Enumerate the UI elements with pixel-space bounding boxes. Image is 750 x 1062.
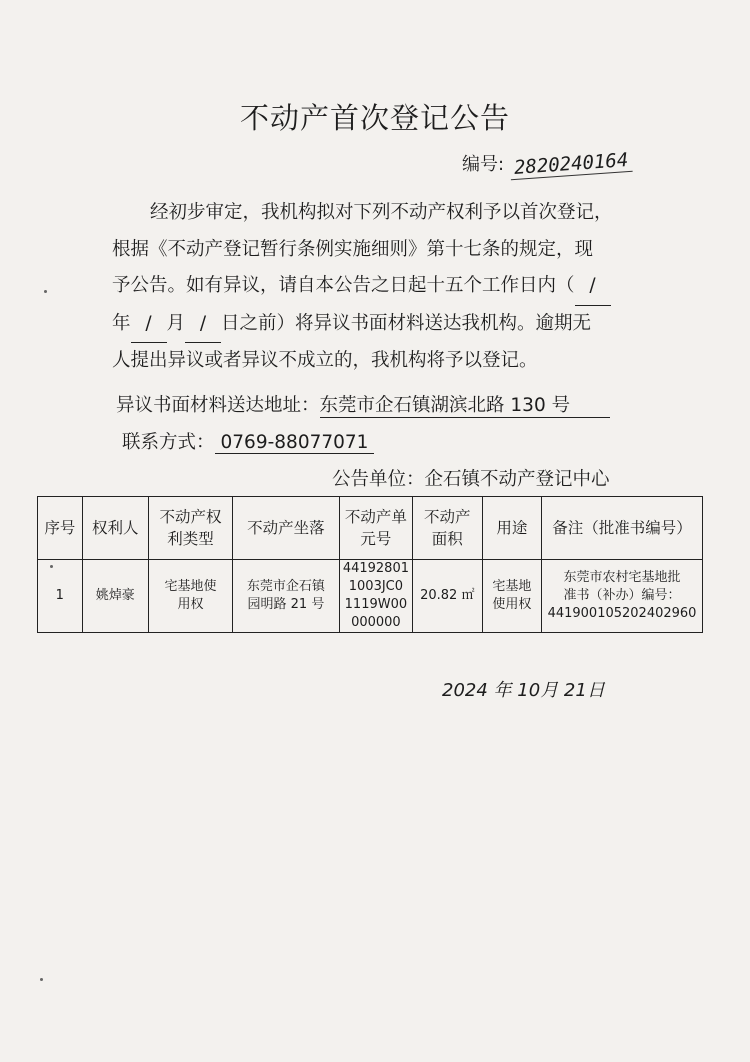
header-col-index [38, 497, 83, 560]
header-col-location [233, 497, 340, 560]
cell-usage [482, 560, 541, 633]
scan-speck [40, 978, 43, 981]
cell-location [233, 560, 340, 633]
header-text: 元号 [360, 530, 392, 548]
body-line-4-text: 日之前）将异议书面材料送达我机构。逾期无 [221, 312, 592, 334]
cell-text: 东莞市农村宅基地批 [563, 570, 681, 585]
cell-area [412, 560, 482, 633]
cell-holder [82, 560, 148, 633]
cell-text: 44192801 [342, 561, 409, 576]
date-month: 10 [517, 680, 541, 701]
cell-text: 使用权 [492, 597, 532, 612]
cell-text: 441900105202402960 [547, 606, 697, 621]
cell-text: 宅基地使 [164, 579, 217, 594]
header-col-area [412, 497, 482, 560]
notice-date [442, 676, 605, 702]
month-unit: 月 [166, 312, 186, 334]
header-col-holder [82, 497, 148, 560]
year-unit: 年 [112, 312, 131, 334]
issuer [332, 465, 610, 491]
notice-body [112, 195, 652, 380]
header-text: 不动产 [424, 508, 471, 526]
header-col-unit-no [339, 497, 412, 560]
date-year-unit: 年 [493, 680, 512, 701]
cell-text: 用权 [177, 597, 204, 612]
body-line-2: 根据《不动产登记暂行条例实施细则》第十七条的规定，现 [112, 238, 594, 260]
cell-text: 1 [55, 588, 64, 603]
body-line-5: 人提出异议或者异议不成立的，我机构将予以登记。 [112, 350, 538, 371]
cell-text: 000000 [351, 615, 401, 630]
date-month-unit: 月 [540, 680, 559, 701]
scan-speck [44, 290, 47, 293]
cell-text: 园明路 21 号 [247, 597, 325, 612]
blank-year [575, 268, 611, 306]
body-line-3-text: 予公告。如有异议，请自本公告之日起十五个工作日内（ [112, 275, 575, 296]
cell-remark [542, 560, 703, 633]
cell-text: 宅基地 [492, 579, 532, 594]
blank-month [131, 306, 167, 344]
table-header-row [38, 497, 703, 560]
cell-text: 1003JC0 [348, 579, 404, 594]
date-day-unit: 日 [586, 680, 605, 701]
scan-speck [50, 565, 53, 568]
body-line-3 [112, 268, 652, 306]
header-col-right-type [148, 497, 232, 560]
header-text: 面积 [431, 530, 463, 548]
table-body [38, 560, 703, 633]
header-text: 用途 [496, 519, 528, 537]
header-text: 不动产坐落 [247, 519, 325, 537]
header-col-usage [482, 497, 541, 560]
table-row [38, 560, 703, 633]
body-line-4 [112, 306, 652, 344]
cell-index [38, 560, 83, 633]
header-col-remark [542, 497, 703, 560]
notice-number-label: 编号: [462, 154, 505, 175]
cell-text: 1119W00 [344, 597, 408, 612]
issuer-label: 公告单位： [332, 469, 425, 490]
notice-number-value: 2820240164 [509, 149, 633, 180]
address-label: 异议书面材料送达地址： [116, 395, 320, 416]
header-text: 备注（批准书编号） [552, 519, 692, 537]
header-text: 权利人 [92, 519, 139, 537]
objection-address [116, 391, 610, 418]
page-title: 不动产首次登记公告 [239, 101, 510, 135]
address-value: 东莞市企石镇湖滨北路 130 号 [320, 391, 611, 418]
registration-table [37, 496, 703, 633]
date-day: 21 [563, 680, 587, 701]
body-line-1: 经初步审定，我机构拟对下列不动产权利予以首次登记， [150, 202, 613, 223]
cell-unit-no [339, 560, 412, 633]
cell-right-type [148, 560, 232, 633]
contact-label: 联系方式： [122, 432, 215, 453]
contact-phone: 0769-88077071 [215, 432, 375, 454]
cell-text: 东莞市企石镇 [246, 579, 325, 594]
header-text: 利类型 [167, 530, 214, 548]
blank-day [185, 306, 221, 344]
header-text: 不动产权 [159, 508, 222, 526]
header-text: 序号 [44, 519, 76, 537]
cell-text: 20.82 ㎡ [420, 588, 475, 603]
cell-text: 准书（补办）编号： [563, 588, 681, 603]
contact-info [122, 428, 374, 454]
header-text: 不动产单 [344, 508, 407, 526]
issuer-value: 企石镇不动产登记中心 [424, 469, 610, 490]
cell-text: 姚焯豪 [95, 588, 135, 603]
date-year: 2024 [442, 680, 488, 701]
notice-number [462, 149, 632, 179]
